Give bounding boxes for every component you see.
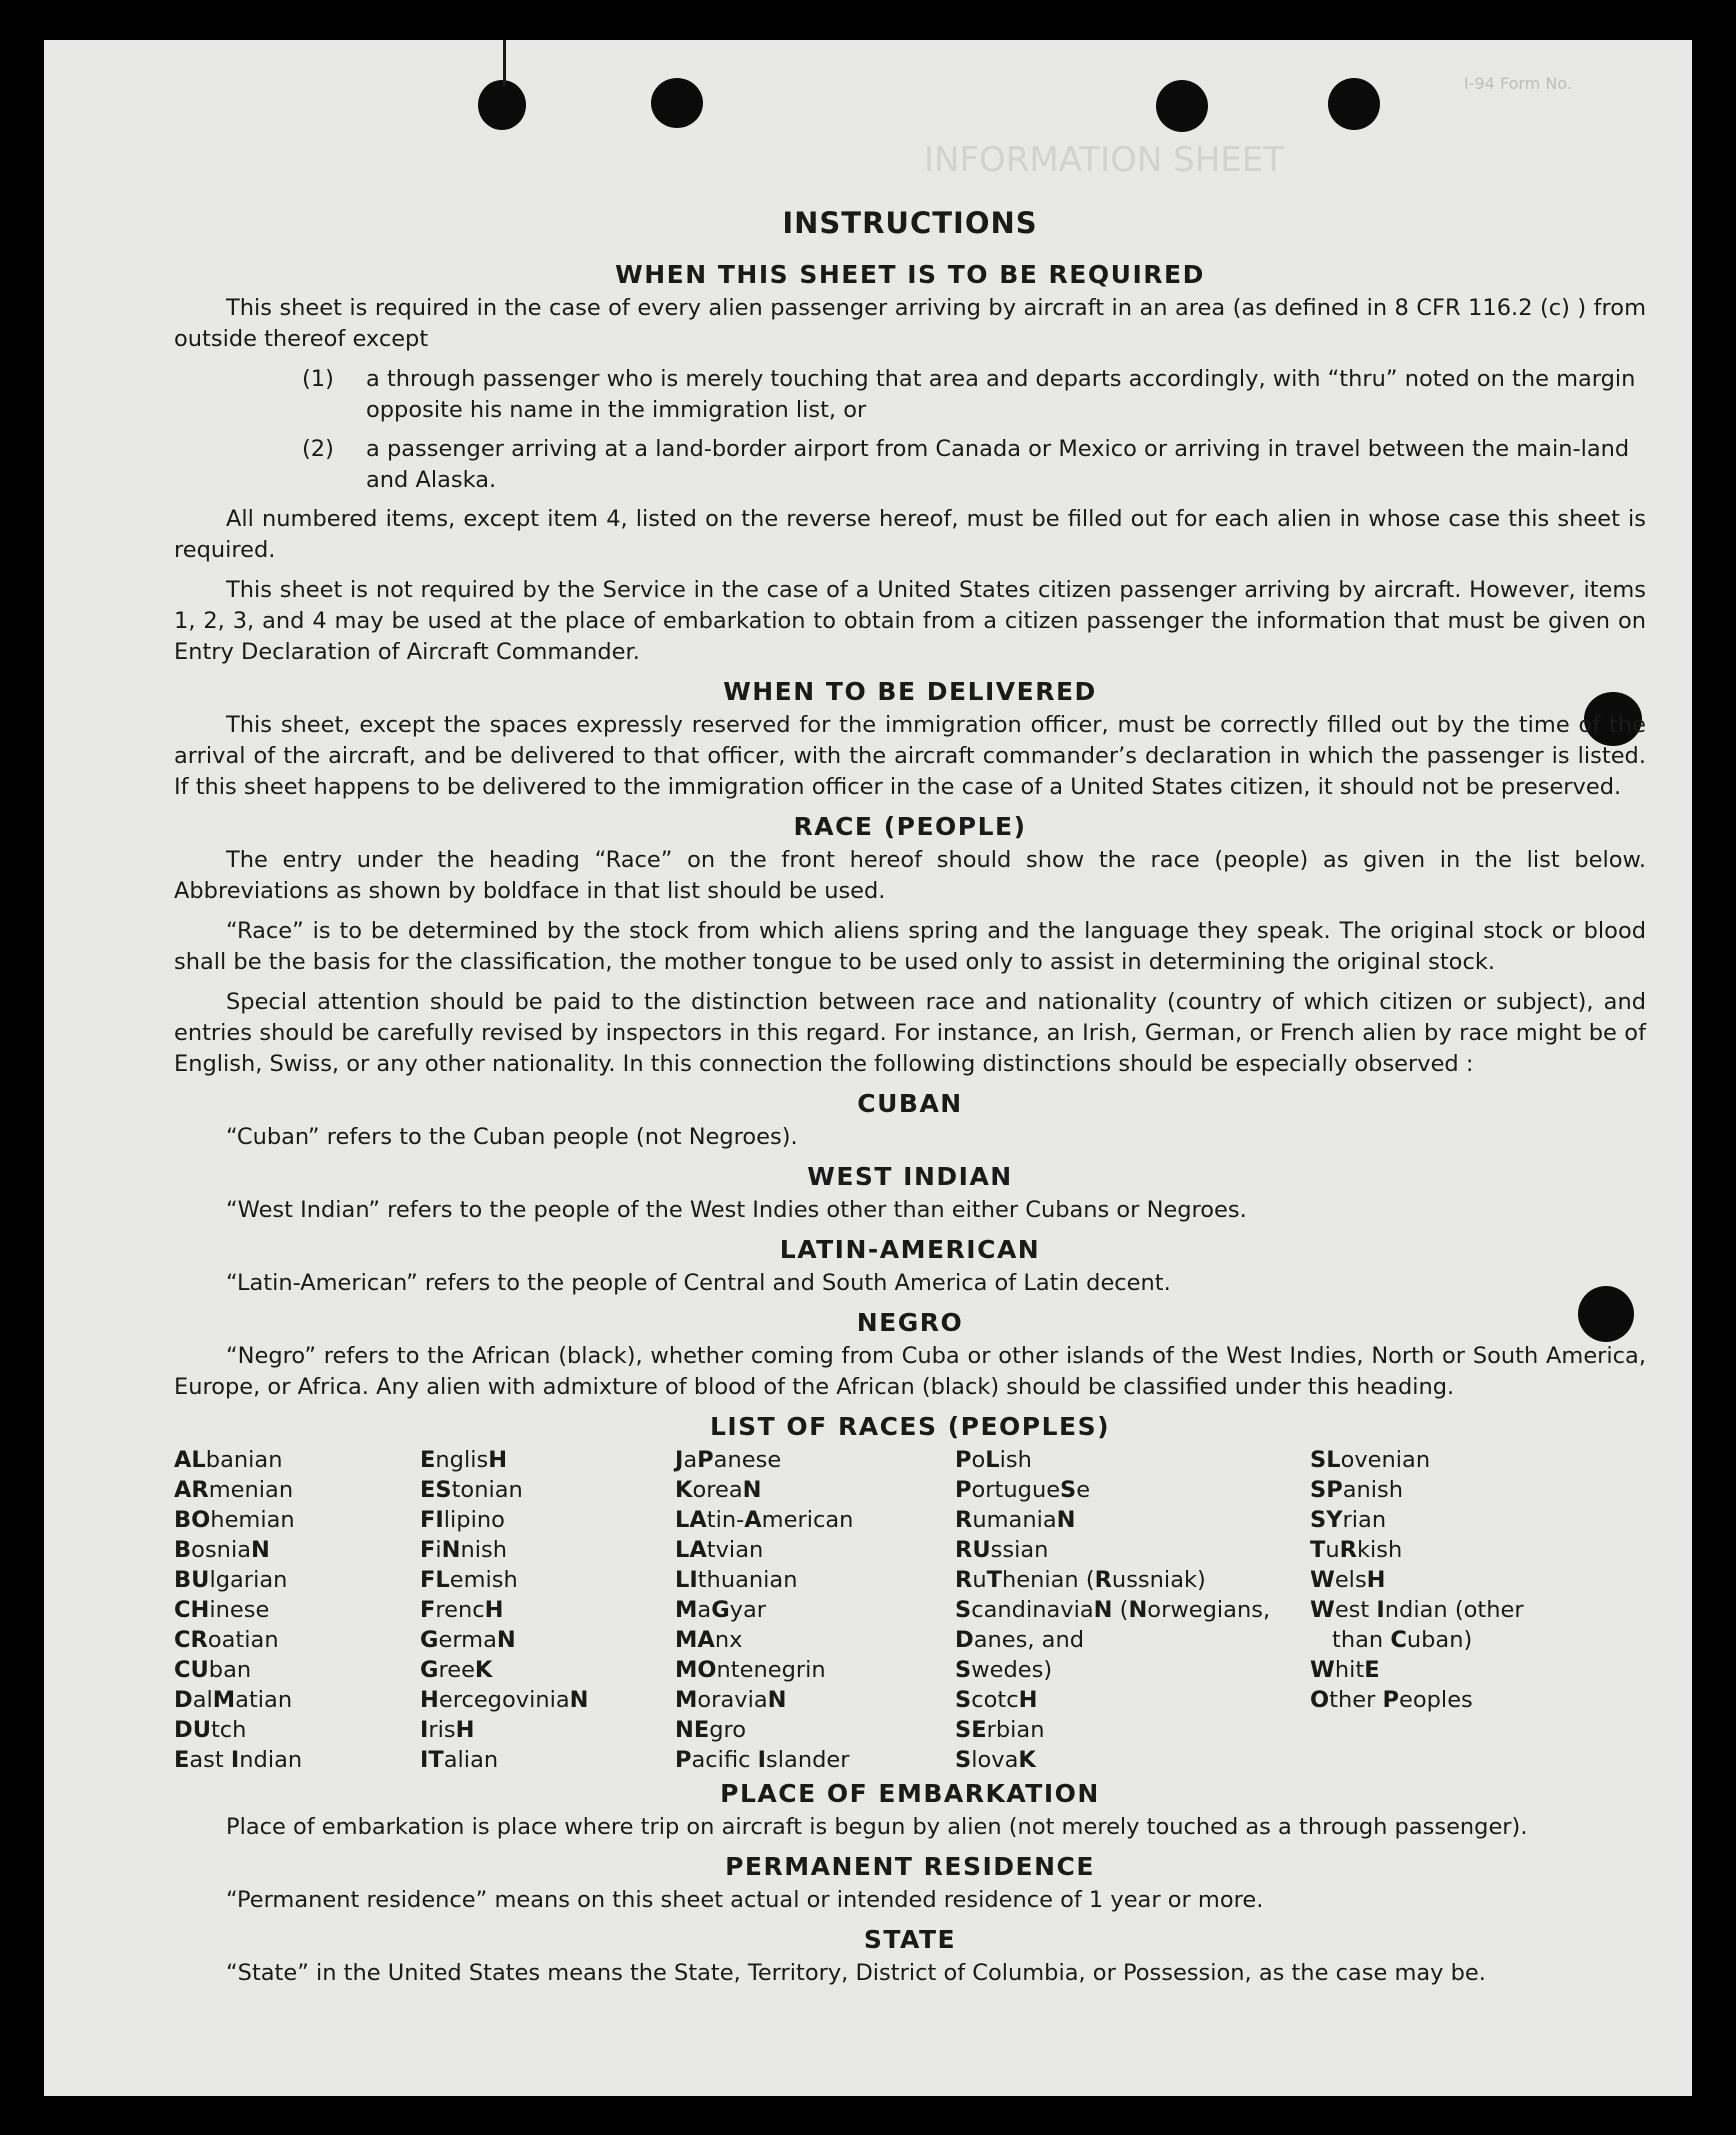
race-entry: DalMatian [174,1687,293,1713]
state-paragraph: “State” in the United States means the State, Territory, District of Columbia, or Possession, as the case may be. [226,1960,1486,1986]
race-entry: CHinese [174,1597,270,1623]
required-paragraph-3: This sheet is not required by the Service in the case of a United States citizen passenger arriving by aircraft. However, items 1, 2, 3, and 4 may be used at the place of embarkation to obtain from a citizen passenger the information that must be given on Entry Declaration of Aircraft Commander. [174,577,1646,665]
race-entry: EStonian [420,1477,523,1503]
races-column [675,1445,955,1775]
race-entry: West Indian (other [1310,1597,1524,1623]
race-entry: GermaN [420,1627,516,1653]
exception-number: (2) [302,436,334,462]
delivered-paragraph: This sheet, except the spaces expressly reserved for the immigration officer, must be correctly filled out by the time of the arrival of the aircraft, and be delivered to that officer, with the aircraft commander’s declaration in which the passenger is listed. If this sheet happens to be delivered to the immigration officer in the case of a United States citizen, it should not be preserved. [174,712,1646,800]
required-intro: This sheet is required in the case of every alien passenger arriving by aircraft in an area (as defined in 8 CFR 116.2 (c) ) from outside thereof except [174,295,1646,352]
race-entry: BosniaN [174,1537,270,1563]
race-entry: PortugueSe [955,1477,1091,1503]
race-entry: East Indian [174,1747,303,1773]
document-sheet [44,40,1692,2096]
exception-text: a through passenger who is merely touching that area and departs accordingly, with “thru” noted on the margin opposite his name in the immigration list, or [366,366,1636,423]
race-entry: TuRkish [1310,1537,1403,1563]
race-entry: LAtvian [675,1537,764,1563]
staple-mark [503,40,506,86]
race-entry: MoraviaN [675,1687,787,1713]
race-entry: WhitE [1310,1657,1380,1683]
race-entry: RumaniaN [955,1507,1076,1533]
race-entry: BUlgarian [174,1567,288,1593]
race-entry: ALbanian [174,1447,283,1473]
punch-hole [1328,78,1380,130]
cuban-paragraph: “Cuban” refers to the Cuban people (not Negroes). [226,1124,798,1150]
residence-paragraph: “Permanent residence” means on this sheet actual or intended residence of 1 year or more. [226,1887,1264,1913]
race-entry: than Cuban) [1332,1627,1473,1653]
embarkation-paragraph: Place of embarkation is place where trip on aircraft is begun by alien (not merely touched as a through passenger). [226,1814,1528,1840]
race-entry: MAnx [675,1627,743,1653]
race-entry: RuThenian (Russniak) [955,1567,1206,1593]
heading-race: RACE (PEOPLE) [793,812,1027,841]
heading-when-delivered: WHEN TO BE DELIVERED [723,677,1097,706]
races-column [1310,1445,1610,1775]
race-entry: ScotcH [955,1687,1038,1713]
heading-when-required: WHEN THIS SHEET IS TO BE REQUIRED [615,260,1205,289]
race-paragraph-3: Special attention should be paid to the distinction between race and nationality (country of which citizen or subject), and entries should be carefully revised by inspectors in this regard. For instance, an Irish, German, or French alien by race might be of English, Swiss, or any other nationality. In this connection the following distinctions should be especially observed : [174,989,1646,1077]
heading-state: STATE [863,1925,957,1954]
race-entry: FIlipino [420,1507,505,1533]
race-entry: Swedes) [955,1657,1053,1683]
race-entry: LIthuanian [675,1567,798,1593]
showthrough-form-no: I-94 Form No. [1464,74,1572,93]
race-entry: KoreaN [675,1477,762,1503]
races-list [174,1445,1646,1775]
race-entry: FiNnish [420,1537,508,1563]
race-entry: JaPanese [675,1447,782,1473]
race-entry: Pacifc Islander [675,1747,850,1773]
required-paragraph-2: All numbered items, except item 4, listed on the reverse hereof, must be filled out for each alien in whose case this sheet is required. [174,506,1646,563]
exception-number: (1) [302,366,334,392]
race-entry: CUban [174,1657,252,1683]
race-entry: BOhemian [174,1507,295,1533]
race-entry: Danes, and [955,1627,1084,1653]
race-entry: FLemish [420,1567,518,1593]
race-entry: LAtin-American [675,1507,854,1533]
latin-american-paragraph: “Latin-American” refers to the people of Central and South America of Latin decent. [226,1270,1171,1296]
race-entry: MaGyar [675,1597,767,1623]
race-entry: SlovaK [955,1747,1036,1773]
race-entry: ITalian [420,1747,499,1773]
heading-latin-american: LATIN-AMERICAN [779,1235,1041,1264]
race-entry: Other Peoples [1310,1687,1473,1713]
heading-negro: NEGRO [856,1308,964,1337]
race-entry: IrisH [420,1717,475,1743]
exception-item [174,434,1646,496]
punch-hole [1156,80,1208,132]
heading-west-indian: WEST INDIAN [807,1162,1013,1191]
race-entry: ScandinaviaN (Norwegians, [955,1597,1271,1623]
race-entry: NEgro [675,1717,747,1743]
race-entry: EnglisH [420,1447,508,1473]
race-paragraph-2: “Race” is to be determined by the stock from which aliens spring and the language they speak. The original stock or blood shall be the basis for the classification, the mother tongue to be used only to assist in determining the original stock. [174,918,1646,975]
race-entry: RUssian [955,1537,1049,1563]
race-entry: SLovenian [1310,1447,1431,1473]
race-entry: HercegoviniaN [420,1687,589,1713]
heading-list-of-races: LIST OF RACES (PEOPLES) [709,1412,1111,1441]
page-title: INSTRUCTIONS [782,206,1038,240]
race-entry: FrencH [420,1597,504,1623]
heading-cuban: CUBAN [857,1089,963,1118]
west-indian-paragraph: “West Indian” refers to the people of the West Indies other than either Cubans or Negroes. [226,1197,1247,1223]
punch-hole [651,78,703,128]
exception-item [174,364,1646,426]
race-entry: CRoatian [174,1627,279,1653]
heading-permanent-residence: PERMANENT RESIDENCE [725,1852,1095,1881]
race-paragraph-1: The entry under the heading “Race” on the front hereof should show the race (people) as given in the list below. Abbreviations as shown by boldface in that list should be used. [174,847,1646,904]
showthrough-title: INFORMATION SHEET [924,140,1285,180]
races-column [955,1445,1310,1775]
punch-hole [478,80,526,130]
races-column [174,1445,420,1775]
instructions-content [174,206,1646,1998]
race-entry: DUtch [174,1717,247,1743]
exception-text: a passenger arriving at a land-border airport from Canada or Mexico or arriving in travel between the main-land and Alaska. [366,436,1630,493]
heading-place-of-embarkation: PLACE OF EMBARKATION [720,1779,1100,1808]
race-entry: SYrian [1310,1507,1387,1533]
negro-paragraph: “Negro” refers to the African (black), whether coming from Cuba or other islands of the West Indies, North or South America, Europe, or Africa. Any alien with admixture of blood of the African (black) should be classified under this heading. [174,1343,1646,1400]
race-entry: WelsH [1310,1567,1386,1593]
race-entry: PoLish [955,1447,1032,1473]
race-entry: GreeK [420,1657,493,1683]
race-entry: MOntenegrin [675,1657,826,1683]
race-entry: SPanish [1310,1477,1404,1503]
race-entry: SErbian [955,1717,1045,1743]
races-column [420,1445,675,1775]
race-entry: ARmenian [174,1477,294,1503]
